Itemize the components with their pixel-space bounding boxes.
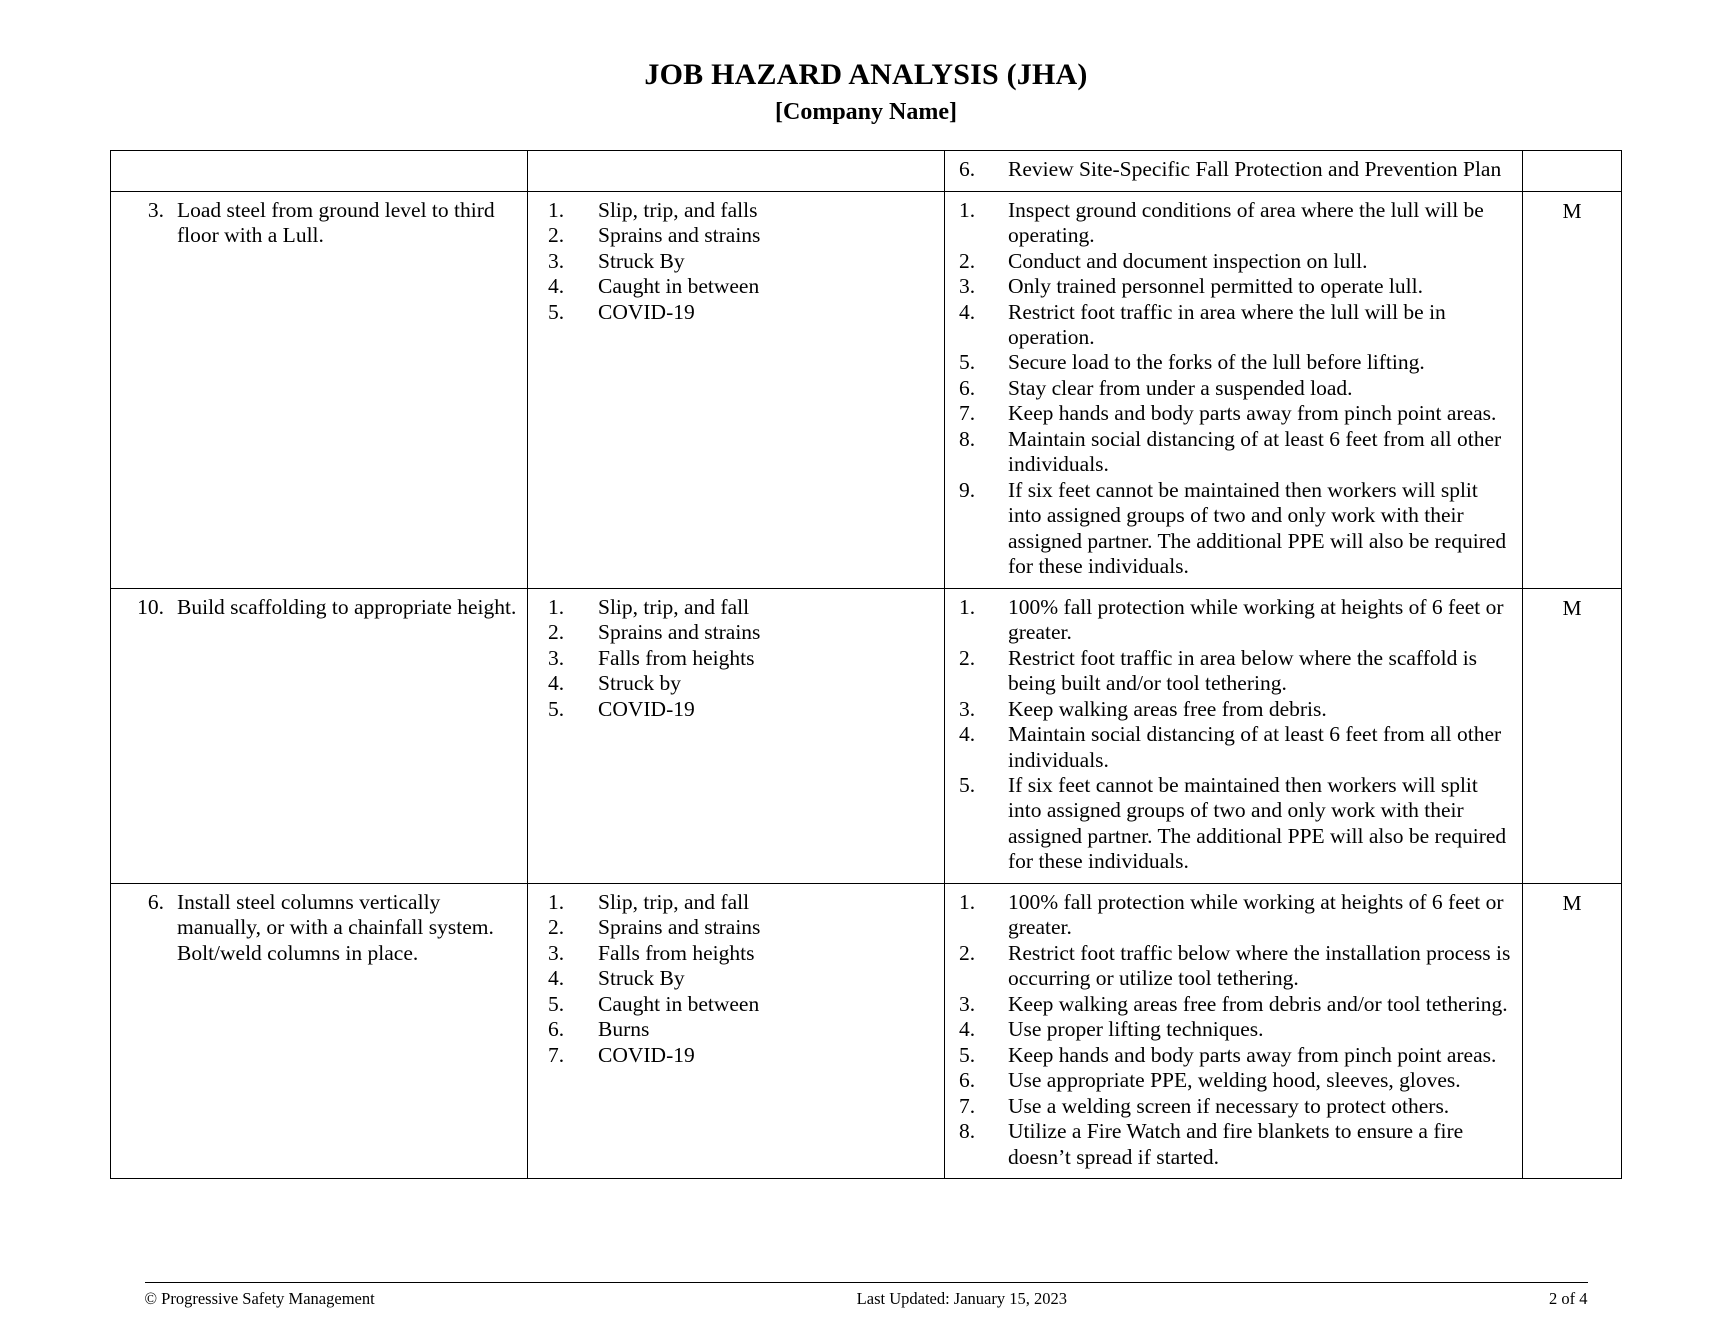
control-item-text: Keep walking areas free from debris. bbox=[1008, 696, 1327, 721]
hazard-item bbox=[536, 890, 936, 915]
control-item bbox=[953, 350, 1514, 375]
task-item bbox=[119, 595, 519, 620]
hazard-item-number: 2. bbox=[548, 223, 565, 248]
hazard-item-number: 7. bbox=[548, 1042, 565, 1067]
hazard-item-number: 3. bbox=[548, 248, 565, 273]
control-item bbox=[953, 427, 1514, 478]
control-item-number: 1. bbox=[959, 889, 976, 914]
control-item bbox=[953, 1017, 1514, 1042]
task-item-text: Build scaffolding to appropriate height. bbox=[177, 594, 517, 619]
control-item-text: Keep hands and body parts away from pinch point areas. bbox=[1008, 401, 1497, 426]
control-cell bbox=[945, 588, 1523, 883]
control-item-text: Stay clear from under a suspended load. bbox=[1008, 375, 1353, 400]
control-item-text: Restrict foot traffic below where the installation process is occurring or utilize tool tethering. bbox=[1008, 940, 1511, 991]
hazard-item-text: Caught in between bbox=[598, 991, 760, 1016]
control-item-text: Keep walking areas free from debris and/or tool tethering. bbox=[1008, 991, 1508, 1016]
hazard-item-text: Sprains and strains bbox=[598, 915, 761, 940]
control-item bbox=[953, 1068, 1514, 1093]
task-list bbox=[119, 198, 519, 249]
control-item bbox=[953, 1043, 1514, 1068]
hazard-item-number: 4. bbox=[548, 274, 565, 299]
hazard-item-text: COVID-19 bbox=[598, 1042, 695, 1067]
control-item-number: 9. bbox=[959, 477, 976, 502]
hazard-item bbox=[536, 966, 936, 991]
hazard-item-number: 5. bbox=[548, 696, 565, 721]
hazard-item bbox=[536, 620, 936, 645]
empty-hazard-cell bbox=[536, 157, 936, 179]
control-item bbox=[953, 478, 1514, 580]
control-item-number: 3. bbox=[959, 696, 976, 721]
jha-table bbox=[110, 150, 1622, 1179]
risk-rating-value: M bbox=[1562, 595, 1582, 620]
control-list bbox=[953, 595, 1514, 875]
control-item-number: 2. bbox=[959, 645, 976, 670]
control-item bbox=[953, 773, 1514, 875]
control-item bbox=[953, 376, 1514, 401]
empty-task-cell bbox=[119, 157, 519, 179]
control-list bbox=[953, 198, 1514, 580]
control-item-text: Use proper lifting techniques. bbox=[1008, 1017, 1264, 1042]
task-cell bbox=[111, 883, 528, 1178]
footer-copyright: © Progressive Safety Management bbox=[144, 1289, 375, 1308]
control-item-text: If six feet cannot be maintained then workers will split into assigned groups of two and only work with their assigned partner. The additional PPE will also be required for these individuals. bbox=[1008, 477, 1507, 579]
hazard-item-number: 5. bbox=[548, 991, 565, 1016]
task-list bbox=[119, 890, 519, 966]
risk-rating-cell bbox=[1523, 151, 1622, 191]
company-name-placeholder: [Company Name] bbox=[775, 98, 957, 125]
hazard-item bbox=[536, 198, 936, 223]
control-item bbox=[953, 697, 1514, 722]
hazard-item-text: Sprains and strains bbox=[598, 223, 761, 248]
hazard-item-text: Falls from heights bbox=[598, 940, 755, 965]
hazard-item-number: 2. bbox=[548, 620, 565, 645]
control-item-text: If six feet cannot be maintained then workers will split into assigned groups of two and only work with their assigned partner. The additional PPE will also be required for these individuals. bbox=[1008, 772, 1507, 874]
hazard-cell bbox=[528, 588, 945, 883]
hazard-list bbox=[536, 198, 936, 325]
jha-table-body bbox=[111, 151, 1622, 1179]
hazard-item-text: COVID-19 bbox=[598, 299, 695, 324]
task-cell bbox=[111, 191, 528, 588]
control-list bbox=[953, 157, 1514, 182]
control-item-text: Only trained personnel permitted to operate lull. bbox=[1008, 274, 1423, 299]
hazard-item bbox=[536, 1043, 936, 1068]
control-item bbox=[953, 1094, 1514, 1119]
hazard-item-text: Sprains and strains bbox=[598, 620, 761, 645]
control-item-text: Inspect ground conditions of area where the lull will be operating. bbox=[1008, 197, 1484, 248]
control-item-number: 1. bbox=[959, 594, 976, 619]
control-item-text: Use appropriate PPE, welding hood, sleeves, gloves. bbox=[1008, 1068, 1461, 1093]
hazard-item-number: 5. bbox=[548, 299, 565, 324]
hazard-item-number: 4. bbox=[548, 966, 565, 991]
control-item-text: 100% fall protection while working at heights of 6 feet or greater. bbox=[1008, 889, 1504, 940]
hazard-item-number: 4. bbox=[548, 671, 565, 696]
control-item bbox=[953, 890, 1514, 941]
hazard-item bbox=[536, 941, 936, 966]
hazard-item-text: Struck by bbox=[598, 671, 682, 696]
table-row bbox=[111, 191, 1622, 588]
hazard-item bbox=[536, 249, 936, 274]
hazard-item bbox=[536, 1017, 936, 1042]
control-item-text: 100% fall protection while working at heights of 6 feet or greater. bbox=[1008, 594, 1504, 645]
control-item-number: 2. bbox=[959, 940, 976, 965]
control-item-number: 4. bbox=[959, 1017, 976, 1042]
control-item-number: 7. bbox=[959, 1093, 976, 1118]
control-item bbox=[953, 157, 1514, 182]
hazard-item-text: Falls from heights bbox=[598, 645, 755, 670]
control-item-text: Restrict foot traffic in area below where the scaffold is being built and/or tool tethering. bbox=[1008, 645, 1478, 696]
hazard-item-text: Struck By bbox=[598, 248, 685, 273]
hazard-item bbox=[536, 992, 936, 1017]
control-item-text: Conduct and document inspection on lull. bbox=[1008, 248, 1368, 273]
task-item-text: Load steel from ground level to third floor with a Lull. bbox=[177, 197, 495, 248]
task-cell bbox=[111, 588, 528, 883]
hazard-item-text: Slip, trip, and falls bbox=[598, 197, 758, 222]
hazard-item bbox=[536, 300, 936, 325]
control-cell bbox=[945, 191, 1523, 588]
risk-rating-value: M bbox=[1562, 890, 1582, 915]
hazard-item-number: 6. bbox=[548, 1017, 565, 1042]
hazard-item-number: 1. bbox=[548, 197, 565, 222]
control-item-number: 7. bbox=[959, 401, 976, 426]
control-item-number: 5. bbox=[959, 1042, 976, 1067]
control-item-number: 3. bbox=[959, 274, 976, 299]
control-item-number: 6. bbox=[959, 1068, 976, 1093]
hazard-item-number: 1. bbox=[548, 889, 565, 914]
hazard-item-text: Burns bbox=[598, 1017, 650, 1042]
hazard-item bbox=[536, 915, 936, 940]
control-item-text: Restrict foot traffic in area where the lull will be in operation. bbox=[1008, 299, 1446, 349]
control-item-number: 5. bbox=[959, 772, 976, 797]
control-item-number: 3. bbox=[959, 991, 976, 1016]
hazard-item-number: 3. bbox=[548, 940, 565, 965]
footer-page-number: 2 of 4 bbox=[1549, 1289, 1588, 1308]
hazard-item-text: Caught in between bbox=[598, 274, 760, 299]
control-item bbox=[953, 300, 1514, 351]
hazard-item-number: 2. bbox=[548, 915, 565, 940]
control-item-number: 5. bbox=[959, 350, 976, 375]
hazard-cell bbox=[528, 191, 945, 588]
table-row bbox=[111, 151, 1622, 191]
table-row bbox=[111, 883, 1622, 1178]
task-item-text: Install steel columns vertically manually, or with a chainfall system. Bolt/weld columns in place. bbox=[177, 889, 494, 965]
table-row bbox=[111, 588, 1622, 883]
control-cell bbox=[945, 151, 1523, 191]
hazard-list bbox=[536, 595, 936, 722]
hazard-item bbox=[536, 671, 936, 696]
control-item bbox=[953, 401, 1514, 426]
task-item-number: 3. bbox=[147, 197, 164, 222]
control-item bbox=[953, 992, 1514, 1017]
control-item-number: 2. bbox=[959, 248, 976, 273]
control-list bbox=[953, 890, 1514, 1170]
task-item bbox=[119, 890, 519, 966]
hazard-item-number: 3. bbox=[548, 645, 565, 670]
control-item bbox=[953, 941, 1514, 992]
control-item-text: Secure load to the forks of the lull before lifting. bbox=[1008, 350, 1425, 375]
control-item-text: Use a welding screen if necessary to protect others. bbox=[1008, 1093, 1450, 1118]
hazard-item bbox=[536, 646, 936, 671]
page-footer bbox=[0, 1282, 1732, 1334]
control-item bbox=[953, 595, 1514, 646]
control-item-number: 4. bbox=[959, 722, 976, 747]
hazard-item bbox=[536, 595, 936, 620]
task-list bbox=[119, 595, 519, 620]
control-item-text: Maintain social distancing of at least 6 feet from all other individuals. bbox=[1008, 426, 1502, 477]
control-item bbox=[953, 722, 1514, 773]
control-item bbox=[953, 249, 1514, 274]
hazard-item-number: 1. bbox=[548, 594, 565, 619]
risk-rating-value: M bbox=[1562, 198, 1582, 223]
control-item-text: Keep hands and body parts away from pinch point areas. bbox=[1008, 1042, 1497, 1067]
hazard-item bbox=[536, 274, 936, 299]
control-item bbox=[953, 1119, 1514, 1170]
control-cell bbox=[945, 883, 1523, 1178]
control-item-number: 1. bbox=[959, 197, 976, 222]
task-cell bbox=[111, 151, 528, 191]
control-item bbox=[953, 198, 1514, 249]
hazard-item-text: Slip, trip, and fall bbox=[598, 594, 750, 619]
task-item bbox=[119, 198, 519, 249]
risk-rating-cell bbox=[1523, 883, 1622, 1178]
control-item bbox=[953, 274, 1514, 299]
footer-content bbox=[145, 1283, 1588, 1309]
task-item-number: 10. bbox=[137, 594, 164, 619]
control-item-number: 8. bbox=[959, 426, 976, 451]
page-title: JOB HAZARD ANALYSIS (JHA) bbox=[644, 58, 1088, 91]
control-item-number: 6. bbox=[959, 375, 976, 400]
hazard-item-text: Slip, trip, and fall bbox=[598, 889, 750, 914]
hazard-cell bbox=[528, 883, 945, 1178]
hazard-item-text: Struck By bbox=[598, 966, 685, 991]
control-item-number: 4. bbox=[959, 299, 976, 324]
hazard-list bbox=[536, 890, 936, 1068]
risk-rating-cell bbox=[1523, 588, 1622, 883]
hazard-item bbox=[536, 223, 936, 248]
hazard-item-text: COVID-19 bbox=[598, 696, 695, 721]
control-item-number: 6. bbox=[959, 157, 976, 182]
control-item bbox=[953, 646, 1514, 697]
risk-rating-value bbox=[1531, 157, 1613, 158]
control-item-number: 8. bbox=[959, 1119, 976, 1144]
hazard-item bbox=[536, 697, 936, 722]
control-item-text: Maintain social distancing of at least 6 feet from all other individuals. bbox=[1008, 722, 1502, 772]
risk-rating-cell bbox=[1523, 191, 1622, 588]
hazard-cell bbox=[528, 151, 945, 191]
control-item-text: Review Site-Specific Fall Protection and Prevention Plan bbox=[1008, 157, 1502, 182]
footer-last-updated: Last Updated: January 15, 2023 bbox=[856, 1289, 1067, 1308]
control-item-text: Utilize a Fire Watch and fire blankets to ensure a fire doesn’t spread if started. bbox=[1008, 1119, 1464, 1169]
task-item-number: 6. bbox=[147, 889, 164, 914]
